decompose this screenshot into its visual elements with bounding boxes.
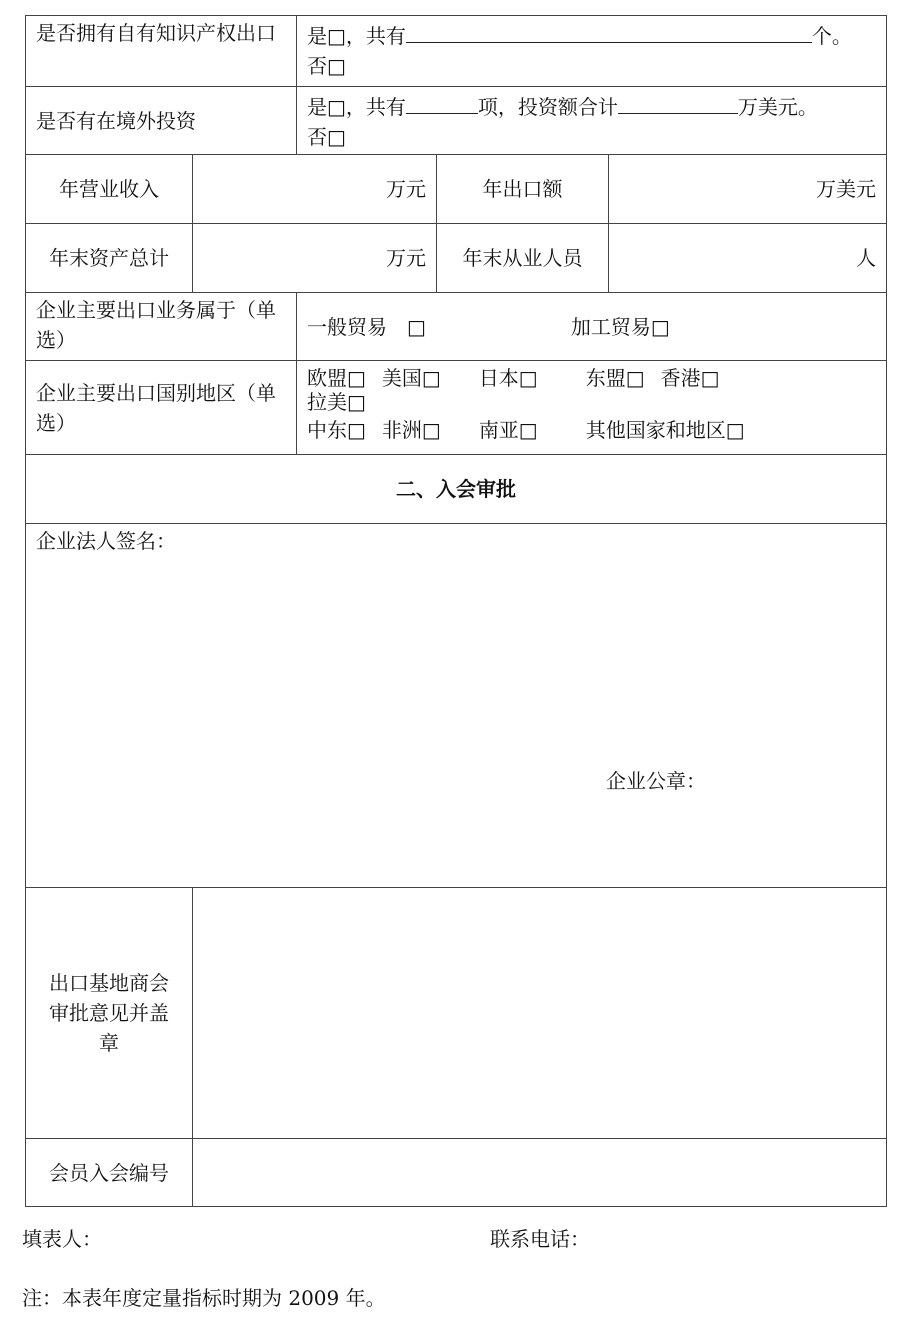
ip-export-unit: 个。 [811,24,852,48]
business-type-label-cell [26,293,297,361]
export-amount-value-cell[interactable] [609,155,887,224]
option-eu[interactable]: 欧盟□ [307,366,366,390]
ip-export-no: 否□ [307,54,346,78]
business-type-options-cell [297,293,887,361]
option-latin-america[interactable]: 拉美□ [307,390,366,414]
business-type-label: 企业主要出口业务属于（单选） [36,298,276,352]
approval-content-cell[interactable] [193,888,887,1139]
row-signature [26,524,887,888]
approval-label: 出口基地商会审批意见并盖章 [49,971,169,1055]
option-asean[interactable]: 东盟□ [585,366,645,390]
signature-cell[interactable] [26,524,887,888]
overseas-count-blank[interactable] [406,89,478,114]
overseas-label: 是否有在境外投资 [36,108,196,133]
revenue-label: 年营业收入 [26,155,193,224]
row-ip-export [26,16,887,87]
row-section2-title [26,455,887,524]
option-general-trade[interactable]: 一般贸易 □ [307,314,426,339]
option-africa[interactable]: 非洲□ [381,418,441,442]
export-amount-label: 年出口额 [437,155,609,224]
regions-options-cell [297,361,887,455]
member-no-value-cell[interactable] [193,1139,887,1207]
regions-label: 企业主要出口国别地区（单选） [36,380,276,435]
row-assets [26,224,887,293]
assets-label: 年末资产总计 [26,224,193,293]
filler-label: 填表人： [22,1227,102,1251]
row-member-number [26,1139,887,1207]
overseas-mid: 项，投资额合计 [477,95,618,119]
row-approval [26,888,887,1139]
row-regions [26,361,887,455]
staff-label: 年末从业人员 [437,224,609,293]
approval-label-cell [26,888,193,1139]
overseas-no: 否□ [307,125,346,149]
ip-export-yes: 是□，共有 [307,24,406,48]
option-usa[interactable]: 美国□ [381,366,441,390]
revenue-unit: 万元 [386,177,426,201]
option-other-regions[interactable]: 其他国家和地区□ [585,418,745,442]
option-japan[interactable]: 日本□ [478,366,538,390]
assets-unit: 万元 [386,246,426,270]
ip-export-count-blank[interactable] [406,18,812,43]
option-south-asia[interactable]: 南亚□ [478,418,538,442]
overseas-value-cell[interactable] [297,87,887,155]
option-hongkong[interactable]: 香港□ [660,366,720,390]
row-revenue [26,155,887,224]
membership-form-table [25,15,887,1207]
ip-export-label-cell [26,16,297,87]
ip-export-value-cell[interactable] [297,16,887,87]
footnote: 注：本表年度定量指标时期为 2009 年。 [22,1286,386,1310]
member-no-label: 会员入会编号 [26,1139,193,1207]
legal-sign-label: 企业法人签名： [36,529,176,553]
overseas-unit: 万美元。 [737,95,818,119]
section2-title: 二、入会审批 [26,455,887,524]
overseas-yes: 是□，共有 [307,95,406,119]
overseas-amount-blank[interactable] [618,89,738,114]
company-seal-label: 企业公章： [606,769,706,793]
staff-unit: 人 [856,246,877,270]
row-business-type [26,293,887,361]
staff-value-cell[interactable] [609,224,887,293]
option-middle-east[interactable]: 中东□ [307,418,366,442]
export-amount-unit: 万美元 [816,177,877,201]
option-processing-trade[interactable]: 加工贸易□ [570,314,670,339]
revenue-value-cell[interactable] [193,155,437,224]
regions-label-cell [26,361,297,455]
assets-value-cell[interactable] [193,224,437,293]
overseas-label-cell [26,87,297,155]
ip-export-label: 是否拥有自有知识产权出口 [36,21,276,45]
phone-label: 联系电话： [490,1227,590,1251]
row-overseas-investment [26,87,887,155]
